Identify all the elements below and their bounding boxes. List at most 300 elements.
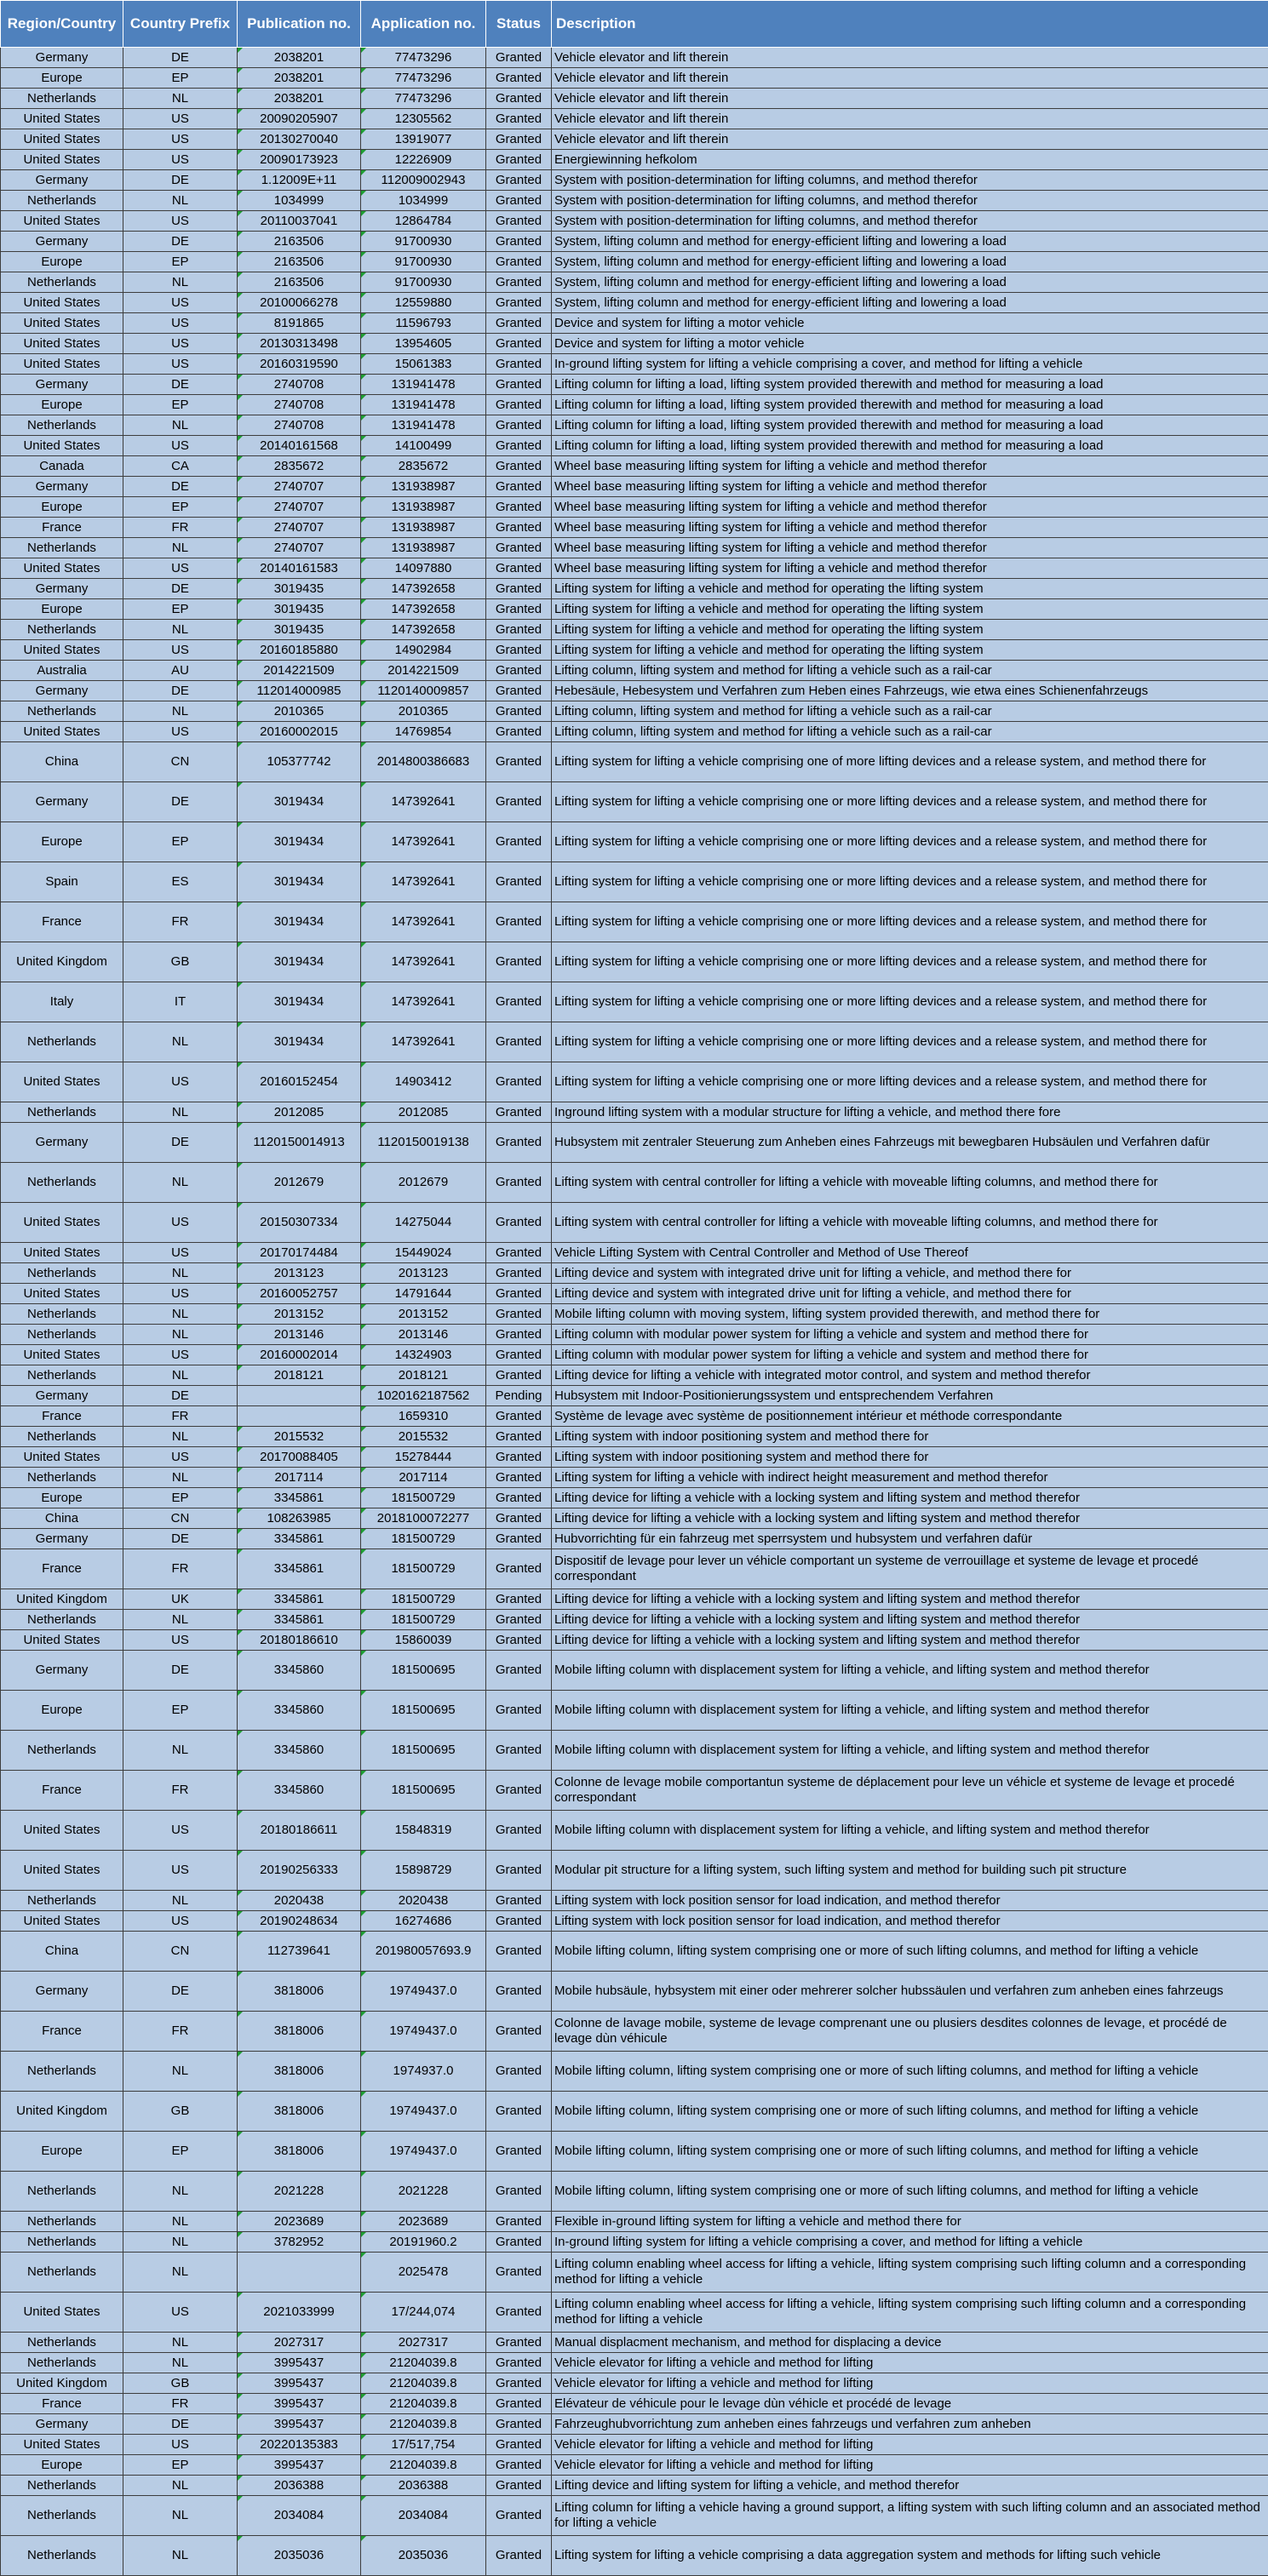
cell-region[interactable]: Europe [1,497,123,518]
cell-application-no[interactable]: 21204039.8 [361,2373,486,2394]
cell-country-prefix[interactable]: EP [123,2455,238,2476]
cell-publication-no[interactable]: 20140161568 [238,436,361,456]
cell-status[interactable]: Granted [486,2435,552,2455]
cell-status[interactable]: Granted [486,456,552,477]
cell-application-no[interactable]: 2013123 [361,1263,486,1284]
cell-description[interactable]: Lifting column for lifting a load, lifting system provided therewith and method for measuring a load [552,395,1268,415]
cell-description[interactable]: Lifting device for lifting a vehicle with a locking system and lifting system and method therefor [552,1630,1268,1651]
cell-application-no[interactable]: 2010365 [361,701,486,722]
cell-country-prefix[interactable]: EP [123,2132,238,2172]
cell-country-prefix[interactable]: NL [123,1427,238,1447]
cell-publication-no[interactable]: 2015532 [238,1427,361,1447]
cell-description[interactable]: Lifting system for lifting a vehicle comprising one or more lifting devices and a release system, and method there for [552,1022,1268,1062]
cell-publication-no[interactable]: 20160052757 [238,1284,361,1304]
cell-status[interactable]: Granted [486,1508,552,1529]
cell-country-prefix[interactable]: US [123,334,238,354]
cell-publication-no[interactable]: 3019434 [238,1022,361,1062]
cell-publication-no[interactable]: 20220135383 [238,2435,361,2455]
cell-description[interactable]: Lifting column for lifting a vehicle having a ground support, a lifting system with such lifting column and an associated method for lifting a vehicle [552,2496,1268,2536]
cell-publication-no[interactable]: 1.12009E+11 [238,170,361,191]
cell-description[interactable]: Mobile lifting column, lifting system comprising one or more of such lifting columns, and method for lifting a vehicle [552,1932,1268,1972]
cell-status[interactable]: Granted [486,862,552,902]
cell-status[interactable]: Granted [486,375,552,395]
cell-country-prefix[interactable]: FR [123,1406,238,1427]
cell-description[interactable]: Lifting system for lifting a vehicle comprising a data aggregation system and methods for lifting such vehicle [552,2536,1268,2576]
cell-status[interactable]: Granted [486,2212,552,2232]
cell-country-prefix[interactable]: CN [123,1932,238,1972]
cell-publication-no[interactable]: 3818006 [238,2092,361,2132]
cell-publication-no[interactable]: 3995437 [238,2414,361,2435]
cell-status[interactable]: Granted [486,1691,552,1731]
cell-description[interactable]: Mobile lifting column with moving system, lifting system provided therewith, and method there for [552,1304,1268,1325]
cell-country-prefix[interactable]: US [123,2435,238,2455]
cell-region[interactable]: Netherlands [1,538,123,558]
cell-region[interactable]: Netherlands [1,1610,123,1630]
cell-status[interactable]: Granted [486,599,552,620]
cell-status[interactable]: Granted [486,1304,552,1325]
cell-status[interactable]: Granted [486,1243,552,1263]
cell-status[interactable]: Granted [486,1365,552,1386]
cell-description[interactable]: Lifting device for lifting a vehicle with a locking system and lifting system and method therefor [552,1589,1268,1610]
cell-status[interactable]: Granted [486,1203,552,1243]
cell-country-prefix[interactable]: US [123,109,238,129]
cell-status[interactable]: Granted [486,89,552,109]
cell-region[interactable]: Netherlands [1,1891,123,1911]
cell-status[interactable]: Granted [486,1610,552,1630]
cell-publication-no[interactable]: 3345860 [238,1691,361,1731]
cell-publication-no[interactable]: 2740707 [238,518,361,538]
cell-publication-no[interactable]: 3345860 [238,1771,361,1811]
cell-status[interactable]: Pending [486,1386,552,1406]
cell-status[interactable]: Granted [486,1406,552,1427]
cell-description[interactable]: Hubsystem mit zentraler Steuerung zum Anheben eines Fahrzeugs mit bewegbaren Hubsäulen und Verfahren dafür [552,1123,1268,1163]
cell-publication-no[interactable]: 20140161583 [238,558,361,579]
cell-description[interactable]: Device and system for lifting a motor vehicle [552,313,1268,334]
cell-description[interactable]: Device and system for lifting a motor vehicle [552,334,1268,354]
cell-country-prefix[interactable]: EP [123,497,238,518]
cell-country-prefix[interactable]: DE [123,375,238,395]
cell-region[interactable]: United States [1,211,123,232]
cell-region[interactable]: Germany [1,782,123,822]
cell-publication-no[interactable]: 112739641 [238,1932,361,1972]
cell-application-no[interactable]: 181500729 [361,1610,486,1630]
cell-status[interactable]: Granted [486,497,552,518]
cell-application-no[interactable]: 91700930 [361,272,486,293]
cell-application-no[interactable]: 147392658 [361,599,486,620]
cell-publication-no[interactable]: 2740707 [238,477,361,497]
cell-application-no[interactable]: 2835672 [361,456,486,477]
cell-application-no[interactable]: 15061383 [361,354,486,375]
cell-publication-no[interactable]: 1120150014913 [238,1123,361,1163]
cell-country-prefix[interactable]: US [123,150,238,170]
cell-region[interactable]: Germany [1,170,123,191]
cell-region[interactable]: Germany [1,2414,123,2435]
cell-description[interactable]: Mobile lifting column with displacement system for lifting a vehicle, and lifting system and method therefor [552,1691,1268,1731]
cell-region[interactable]: United States [1,293,123,313]
cell-application-no[interactable]: 181500729 [361,1488,486,1508]
cell-status[interactable]: Granted [486,558,552,579]
cell-status[interactable]: Granted [486,1630,552,1651]
cell-region[interactable]: France [1,902,123,942]
cell-country-prefix[interactable]: US [123,1911,238,1932]
cell-publication-no[interactable]: 20160185880 [238,640,361,661]
cell-application-no[interactable]: 181500729 [361,1529,486,1549]
cell-region[interactable]: Netherlands [1,415,123,436]
cell-description[interactable]: Vehicle elevator and lift therein [552,89,1268,109]
cell-description[interactable]: Lifting system for lifting a vehicle comprising one of more lifting devices and a release system, and method there for [552,742,1268,782]
cell-description[interactable]: Lifting device for lifting a vehicle with a locking system and lifting system and method therefor [552,1508,1268,1529]
cell-description[interactable]: Lifting system for lifting a vehicle comprising one or more lifting devices and a release system, and method there for [552,782,1268,822]
cell-country-prefix[interactable]: US [123,211,238,232]
cell-application-no[interactable]: 77473296 [361,48,486,68]
cell-publication-no[interactable]: 2014221509 [238,661,361,681]
cell-application-no[interactable]: 77473296 [361,68,486,89]
cell-status[interactable]: Granted [486,2132,552,2172]
cell-description[interactable]: Mobile lifting column with displacement system for lifting a vehicle, and lifting system and method therefor [552,1651,1268,1691]
cell-publication-no[interactable]: 3019434 [238,822,361,862]
cell-description[interactable]: Hubsystem mit Indoor-Positionierungssystem und entsprechendem Verfahren [552,1386,1268,1406]
cell-publication-no[interactable]: 20190248634 [238,1911,361,1932]
cell-description[interactable]: Lifting system for lifting a vehicle comprising one or more lifting devices and a release system, and method there for [552,862,1268,902]
cell-publication-no[interactable]: 3995437 [238,2394,361,2414]
cell-region[interactable]: Netherlands [1,620,123,640]
cell-description[interactable]: Lifting column for lifting a load, lifting system provided therewith and method for measuring a load [552,436,1268,456]
cell-application-no[interactable]: 147392641 [361,862,486,902]
cell-publication-no[interactable]: 3019435 [238,579,361,599]
cell-application-no[interactable]: 1034999 [361,191,486,211]
cell-country-prefix[interactable]: NL [123,620,238,640]
cell-status[interactable]: Granted [486,1771,552,1811]
cell-country-prefix[interactable]: DE [123,681,238,701]
cell-country-prefix[interactable]: NL [123,1163,238,1203]
cell-status[interactable]: Granted [486,681,552,701]
cell-description[interactable]: Lifting device for lifting a vehicle with a locking system and lifting system and method therefor [552,1610,1268,1630]
cell-country-prefix[interactable]: US [123,1811,238,1851]
cell-application-no[interactable]: 15848319 [361,1811,486,1851]
cell-application-no[interactable]: 2013152 [361,1304,486,1325]
cell-status[interactable]: Granted [486,1811,552,1851]
cell-country-prefix[interactable]: FR [123,1771,238,1811]
cell-application-no[interactable]: 131938987 [361,497,486,518]
cell-application-no[interactable]: 2020438 [361,1891,486,1911]
cell-status[interactable]: Granted [486,2353,552,2373]
cell-application-no[interactable]: 181500695 [361,1651,486,1691]
cell-status[interactable]: Granted [486,1163,552,1203]
cell-publication-no[interactable]: 8191865 [238,313,361,334]
cell-application-no[interactable]: 16274686 [361,1911,486,1932]
cell-country-prefix[interactable]: US [123,558,238,579]
cell-description[interactable]: Lifting system for lifting a vehicle and method for operating the lifting system [552,579,1268,599]
cell-application-no[interactable]: 2034084 [361,2496,486,2536]
cell-region[interactable]: United States [1,2435,123,2455]
cell-status[interactable]: Granted [486,1972,552,2012]
cell-description[interactable]: Lifting column for lifting a load, lifting system provided therewith and method for measuring a load [552,415,1268,436]
cell-publication-no[interactable]: 2034084 [238,2496,361,2536]
cell-country-prefix[interactable]: DE [123,1651,238,1691]
cell-country-prefix[interactable]: DE [123,1529,238,1549]
cell-country-prefix[interactable]: CN [123,1508,238,1529]
cell-region[interactable]: Italy [1,982,123,1022]
cell-region[interactable]: France [1,1771,123,1811]
cell-region[interactable]: Netherlands [1,2496,123,2536]
cell-country-prefix[interactable]: NL [123,538,238,558]
cell-application-no[interactable]: 15449024 [361,1243,486,1263]
cell-application-no[interactable]: 1659310 [361,1406,486,1427]
cell-description[interactable]: Lifting device for lifting a vehicle with integrated motor control, and system and method therefor [552,1365,1268,1386]
cell-region[interactable]: United States [1,313,123,334]
cell-application-no[interactable]: 131938987 [361,477,486,497]
cell-status[interactable]: Granted [486,354,552,375]
cell-description[interactable]: Lifting system with indoor positioning system and method there for [552,1427,1268,1447]
cell-status[interactable]: Granted [486,395,552,415]
cell-region[interactable]: United States [1,129,123,150]
cell-application-no[interactable]: 15278444 [361,1447,486,1468]
cell-region[interactable]: Netherlands [1,1163,123,1203]
cell-region[interactable]: United Kingdom [1,2373,123,2394]
cell-status[interactable]: Granted [486,2536,552,2576]
cell-application-no[interactable]: 19749437.0 [361,2012,486,2052]
cell-region[interactable]: Netherlands [1,191,123,211]
cell-country-prefix[interactable]: US [123,313,238,334]
cell-description[interactable]: Manual displacment mechanism, and method for displacing a device [552,2333,1268,2353]
cell-region[interactable]: Netherlands [1,1427,123,1447]
cell-description[interactable]: Wheel base measuring lifting system for lifting a vehicle and method therefor [552,477,1268,497]
cell-status[interactable]: Granted [486,1284,552,1304]
cell-publication-no[interactable]: 20160002015 [238,722,361,742]
cell-application-no[interactable]: 2015532 [361,1427,486,1447]
cell-application-no[interactable]: 14275044 [361,1203,486,1243]
cell-description[interactable]: Wheel base measuring lifting system for lifting a vehicle and method therefor [552,518,1268,538]
cell-description[interactable]: Mobile lifting column, lifting system comprising one or more of such lifting columns, and method for lifting a vehicle [552,2092,1268,2132]
cell-status[interactable]: Granted [486,942,552,982]
cell-description[interactable]: Lifting system for lifting a vehicle and method for operating the lifting system [552,599,1268,620]
cell-publication-no[interactable]: 2010365 [238,701,361,722]
cell-application-no[interactable]: 2012085 [361,1102,486,1123]
cell-publication-no[interactable]: 2012679 [238,1163,361,1203]
cell-region[interactable]: Netherlands [1,2232,123,2253]
header-description[interactable]: Description [552,1,1268,48]
cell-status[interactable]: Granted [486,1022,552,1062]
cell-country-prefix[interactable]: NL [123,415,238,436]
cell-application-no[interactable]: 112009002943 [361,170,486,191]
cell-status[interactable]: Granted [486,129,552,150]
cell-country-prefix[interactable]: NL [123,2476,238,2496]
cell-status[interactable]: Granted [486,1102,552,1123]
cell-application-no[interactable]: 19749437.0 [361,2132,486,2172]
cell-country-prefix[interactable]: UK [123,1589,238,1610]
cell-country-prefix[interactable]: DE [123,232,238,252]
cell-region[interactable]: Germany [1,1529,123,1549]
cell-application-no[interactable]: 201980057693.9 [361,1932,486,1972]
cell-status[interactable]: Granted [486,2172,552,2212]
cell-country-prefix[interactable]: NL [123,1102,238,1123]
cell-application-no[interactable]: 17/244,074 [361,2293,486,2333]
cell-publication-no[interactable]: 2740708 [238,415,361,436]
cell-region[interactable]: United States [1,109,123,129]
cell-publication-no[interactable]: 20110037041 [238,211,361,232]
cell-publication-no[interactable]: 20150307334 [238,1203,361,1243]
cell-region[interactable]: Europe [1,1488,123,1508]
cell-publication-no[interactable]: 20100066278 [238,293,361,313]
cell-publication-no[interactable]: 20170174484 [238,1243,361,1263]
cell-status[interactable]: Granted [486,252,552,272]
cell-country-prefix[interactable]: NL [123,1731,238,1771]
cell-application-no[interactable]: 11596793 [361,313,486,334]
cell-country-prefix[interactable]: EP [123,599,238,620]
cell-description[interactable]: System with position-determination for lifting columns, and method therefor [552,170,1268,191]
cell-publication-no[interactable]: 2018121 [238,1365,361,1386]
cell-region[interactable]: Netherlands [1,1325,123,1345]
cell-region[interactable]: Europe [1,252,123,272]
cell-description[interactable]: Vehicle elevator and lift therein [552,129,1268,150]
cell-status[interactable]: Granted [486,1123,552,1163]
cell-country-prefix[interactable]: NL [123,89,238,109]
cell-description[interactable]: Lifting system for lifting a vehicle and method for operating the lifting system [552,620,1268,640]
cell-publication-no[interactable]: 20130313498 [238,334,361,354]
cell-description[interactable]: Lifting column for lifting a load, lifting system provided therewith and method for measuring a load [552,375,1268,395]
cell-country-prefix[interactable]: FR [123,902,238,942]
cell-country-prefix[interactable]: FR [123,2394,238,2414]
cell-region[interactable]: Netherlands [1,272,123,293]
cell-application-no[interactable]: 2021228 [361,2172,486,2212]
cell-application-no[interactable]: 1974937.0 [361,2052,486,2092]
cell-application-no[interactable]: 131938987 [361,518,486,538]
cell-country-prefix[interactable]: US [123,129,238,150]
cell-country-prefix[interactable]: EP [123,252,238,272]
cell-description[interactable]: Lifting column with modular power system for lifting a vehicle and system and method there for [552,1345,1268,1365]
cell-application-no[interactable]: 147392641 [361,782,486,822]
cell-country-prefix[interactable]: CA [123,456,238,477]
cell-publication-no[interactable]: 2163506 [238,232,361,252]
cell-status[interactable]: Granted [486,722,552,742]
cell-application-no[interactable]: 2012679 [361,1163,486,1203]
cell-description[interactable]: Lifting column enabling wheel access for lifting a vehicle, lifting system comprising such lifting column and a corresponding method for lifting a vehicle [552,2293,1268,2333]
cell-application-no[interactable]: 14324903 [361,1345,486,1365]
cell-status[interactable]: Granted [486,2333,552,2353]
cell-description[interactable]: Wheel base measuring lifting system for lifting a vehicle and method therefor [552,558,1268,579]
cell-country-prefix[interactable]: EP [123,68,238,89]
cell-publication-no[interactable]: 3019434 [238,982,361,1022]
cell-status[interactable]: Granted [486,293,552,313]
cell-publication-no[interactable]: 20090173923 [238,150,361,170]
cell-status[interactable]: Granted [486,2496,552,2536]
cell-description[interactable]: Lifting column, lifting system and method for lifting a vehicle such as a rail-car [552,701,1268,722]
cell-status[interactable]: Granted [486,902,552,942]
header-country-prefix[interactable]: Country Prefix [123,1,238,48]
cell-region[interactable]: United States [1,1630,123,1651]
cell-application-no[interactable]: 21204039.8 [361,2414,486,2435]
cell-status[interactable]: Granted [486,1589,552,1610]
cell-description[interactable]: Lifting system with lock position sensor for load indication, and method therefor [552,1911,1268,1932]
cell-publication-no[interactable]: 1034999 [238,191,361,211]
cell-country-prefix[interactable]: FR [123,1549,238,1589]
cell-description[interactable]: Vehicle elevator for lifting a vehicle and method for lifting [552,2435,1268,2455]
cell-country-prefix[interactable]: DE [123,782,238,822]
cell-publication-no[interactable]: 3818006 [238,2052,361,2092]
cell-status[interactable]: Granted [486,211,552,232]
cell-application-no[interactable]: 91700930 [361,252,486,272]
cell-description[interactable]: Flexible in-ground lifting system for lifting a vehicle and method there for [552,2212,1268,2232]
cell-publication-no[interactable]: 20130270040 [238,129,361,150]
cell-status[interactable]: Granted [486,1488,552,1508]
cell-status[interactable]: Granted [486,1062,552,1102]
cell-description[interactable]: Lifting device for lifting a vehicle with a locking system and lifting system and method therefor [552,1488,1268,1508]
cell-description[interactable]: Fahrzeughubvorrichtung zum anheben eines fahrzeugs und verfahren zum anheben [552,2414,1268,2435]
cell-publication-no[interactable]: 3019434 [238,862,361,902]
cell-status[interactable]: Granted [486,68,552,89]
cell-country-prefix[interactable]: NL [123,2253,238,2293]
cell-region[interactable]: Europe [1,395,123,415]
header-application-no[interactable]: Application no. [361,1,486,48]
cell-country-prefix[interactable]: DE [123,170,238,191]
cell-status[interactable]: Granted [486,1345,552,1365]
cell-region[interactable]: France [1,2012,123,2052]
cell-description[interactable]: Lifting column, lifting system and method for lifting a vehicle such as a rail-car [552,661,1268,681]
cell-application-no[interactable]: 14769854 [361,722,486,742]
cell-description[interactable]: Lifting column enabling wheel access for lifting a vehicle, lifting system comprising such lifting column and a corresponding method for lifting a vehicle [552,2253,1268,2293]
cell-description[interactable]: System with position-determination for lifting columns, and method therefor [552,191,1268,211]
cell-region[interactable]: Europe [1,822,123,862]
cell-region[interactable]: Netherlands [1,2353,123,2373]
cell-status[interactable]: Granted [486,2232,552,2253]
cell-publication-no[interactable]: 3818006 [238,2012,361,2052]
cell-status[interactable]: Granted [486,2253,552,2293]
cell-application-no[interactable]: 147392641 [361,902,486,942]
cell-status[interactable]: Granted [486,701,552,722]
cell-region[interactable]: Netherlands [1,2476,123,2496]
cell-publication-no[interactable]: 2013123 [238,1263,361,1284]
cell-region[interactable]: United States [1,1243,123,1263]
cell-description[interactable]: Dispositif de levage pour lever un véhicle comportant un systeme de verrouillage et systeme de levage et procedé correspondant [552,1549,1268,1589]
cell-application-no[interactable]: 15860039 [361,1630,486,1651]
cell-publication-no[interactable]: 2035036 [238,2536,361,2576]
cell-region[interactable]: Netherlands [1,2212,123,2232]
cell-application-no[interactable]: 2018121 [361,1365,486,1386]
cell-description[interactable]: Lifting system for lifting a vehicle and method for operating the lifting system [552,640,1268,661]
cell-country-prefix[interactable]: NL [123,1325,238,1345]
cell-country-prefix[interactable]: NL [123,1365,238,1386]
cell-country-prefix[interactable]: EP [123,395,238,415]
cell-region[interactable]: Europe [1,68,123,89]
cell-status[interactable]: Granted [486,2455,552,2476]
cell-description[interactable]: Hubvorrichting für ein fahrzeug met sperrsystem und hubsystem und verfahren dafür [552,1529,1268,1549]
cell-publication-no[interactable] [238,1386,361,1406]
cell-application-no[interactable]: 14903412 [361,1062,486,1102]
cell-region[interactable]: Australia [1,661,123,681]
cell-description[interactable]: System, lifting column and method for energy-efficient lifting and lowering a load [552,293,1268,313]
cell-status[interactable]: Granted [486,2373,552,2394]
header-status[interactable]: Status [486,1,552,48]
cell-description[interactable]: Lifting column with modular power system for lifting a vehicle and system and method there for [552,1325,1268,1345]
cell-country-prefix[interactable]: EP [123,1691,238,1731]
cell-region[interactable]: France [1,1406,123,1427]
cell-application-no[interactable]: 13919077 [361,129,486,150]
cell-publication-no[interactable]: 2835672 [238,456,361,477]
cell-country-prefix[interactable]: US [123,1062,238,1102]
cell-country-prefix[interactable]: US [123,722,238,742]
cell-country-prefix[interactable]: IT [123,982,238,1022]
cell-status[interactable]: Granted [486,1891,552,1911]
cell-description[interactable]: Lifting system with central controller for lifting a vehicle with moveable lifting columns, and method there for [552,1203,1268,1243]
cell-description[interactable]: Lifting system for lifting a vehicle with indirect height measurement and method therefor [552,1468,1268,1488]
cell-publication-no[interactable]: 2021228 [238,2172,361,2212]
cell-region[interactable]: Netherlands [1,1365,123,1386]
cell-region[interactable]: United States [1,150,123,170]
cell-publication-no[interactable]: 3345861 [238,1589,361,1610]
cell-application-no[interactable]: 14791644 [361,1284,486,1304]
cell-country-prefix[interactable]: US [123,1345,238,1365]
cell-region[interactable]: United States [1,1911,123,1932]
